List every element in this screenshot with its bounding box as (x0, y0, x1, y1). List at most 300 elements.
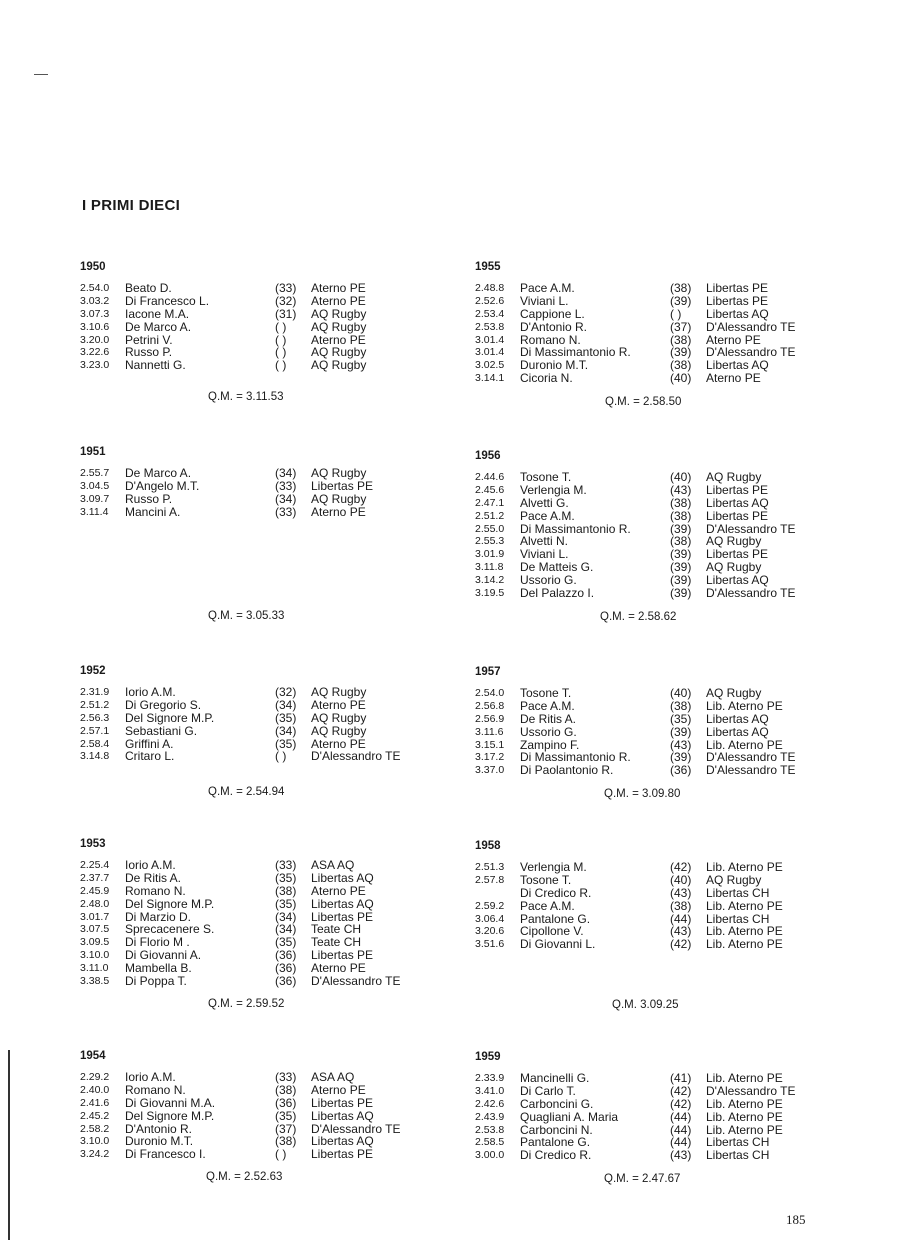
birth-year: (35) (275, 896, 297, 911)
result-time: 3.23.0 (80, 359, 110, 372)
average-line (604, 788, 680, 800)
result-row (475, 1096, 783, 1111)
team-name: Aterno PE (311, 961, 366, 976)
results-list (80, 281, 367, 373)
athlete-name: Iacone M.A. (125, 306, 190, 321)
results-list (80, 466, 374, 519)
athlete-name: Tosone T. (520, 470, 572, 484)
birth-year: (38) (670, 534, 692, 549)
result-row (80, 1108, 374, 1123)
birth-year: (41) (670, 1071, 692, 1085)
result-row (80, 1121, 401, 1136)
birth-year: ( ) (275, 319, 287, 334)
average-line (208, 391, 284, 403)
athlete-name: Iorio A.M. (125, 858, 176, 872)
team-name: Lib. Aterno PE (706, 860, 783, 874)
result-row (475, 358, 769, 373)
result-row (80, 306, 367, 321)
team-name: Libertas PE (311, 909, 374, 924)
results-list (80, 1070, 401, 1162)
athlete-name: Carboncini N. (520, 1122, 593, 1137)
athlete-name: Di Credico R. (520, 1148, 592, 1163)
result-time: 3.06.4 (475, 912, 505, 925)
team-name: D'Alessandro TE (706, 750, 796, 765)
results-list (80, 858, 401, 989)
result-row (475, 332, 761, 347)
birth-year: (39) (670, 547, 692, 562)
team-name: Lib. Aterno PE (706, 924, 783, 939)
average-value: 2.47.67 (642, 1173, 681, 1185)
team-name: Aterno PE (311, 736, 366, 751)
result-time: 3.10.6 (80, 320, 110, 333)
year-heading: 1950 (80, 261, 106, 273)
team-name: ASA AQ (311, 858, 355, 872)
result-row (475, 1148, 770, 1163)
average-value: 2.59.52 (246, 998, 285, 1010)
result-time: 3.03.2 (80, 294, 110, 307)
result-time: 2.51.2 (475, 509, 505, 522)
team-name: Libertas AQ (706, 573, 769, 588)
athlete-name: Di Massimantonio R. (520, 521, 631, 536)
athlete-name: Verlengia M. (520, 482, 587, 497)
birth-year: (44) (670, 1109, 692, 1124)
results-list (475, 1071, 796, 1163)
result-time: 2.56.8 (475, 699, 505, 712)
result-time: 3.51.6 (475, 938, 505, 951)
team-name: AQ Rugby (311, 491, 367, 506)
result-time: 2.44.6 (475, 471, 505, 483)
athlete-name: Di Massimantonio R. (520, 345, 631, 360)
average-value: 2.52.63 (244, 1171, 283, 1183)
birth-year: (34) (275, 723, 297, 738)
year-block (475, 1050, 796, 1163)
birth-year: (44) (670, 1135, 692, 1150)
team-name: Lib. Aterno PE (706, 1071, 783, 1085)
result-row (80, 319, 367, 334)
athlete-name: Pace A.M. (520, 281, 575, 295)
year-heading: 1951 (80, 446, 106, 458)
birth-year: (40) (670, 371, 692, 386)
result-time: 2.45.6 (475, 483, 505, 496)
result-time: 2.58.5 (475, 1136, 505, 1149)
athlete-name: Critaro L. (125, 749, 175, 764)
page-title: I PRIMI DIECI (82, 197, 181, 214)
result-time: 2.33.9 (475, 1072, 505, 1084)
athlete-name: Del Signore M.P. (125, 896, 215, 911)
team-name: Aterno PE (311, 697, 366, 712)
year-heading: 1955 (475, 261, 501, 273)
team-name: D'Alessandro TE (706, 1083, 796, 1098)
result-time: 3.01.7 (80, 910, 110, 923)
result-time: 2.57.1 (80, 724, 110, 737)
result-row (475, 534, 762, 549)
birth-year: (43) (670, 482, 692, 497)
result-row (80, 1070, 355, 1084)
year-heading: 1954 (80, 1050, 106, 1062)
team-name: D'Alessandro TE (706, 521, 796, 536)
result-row (80, 736, 366, 751)
birth-year: (38) (670, 281, 692, 295)
average-label: Q.M. = (600, 611, 635, 623)
result-time: 3.37.0 (475, 764, 505, 777)
team-name: Teate CH (311, 922, 362, 937)
result-time: 2.42.6 (475, 1097, 505, 1110)
year-block (80, 664, 401, 764)
team-name: Libertas AQ (706, 495, 769, 510)
athlete-name: Romano N. (125, 883, 186, 898)
birth-year: (33) (275, 478, 297, 493)
result-row (475, 319, 796, 334)
birth-year: (42) (670, 1096, 692, 1111)
team-name: Libertas AQ (311, 1134, 374, 1149)
result-time: 2.56.3 (80, 711, 110, 724)
result-row (80, 1082, 366, 1097)
result-row (80, 961, 366, 976)
athlete-name: Iorio A.M. (125, 1070, 176, 1084)
team-name: D'Alessandro TE (706, 763, 796, 778)
year-heading: 1959 (475, 1051, 501, 1063)
average-line (604, 1173, 680, 1185)
team-name: Libertas PE (311, 948, 374, 963)
team-name: D'Alessandro TE (311, 1121, 401, 1136)
birth-year: (39) (670, 573, 692, 588)
result-row (475, 711, 769, 726)
result-row (475, 470, 762, 484)
athlete-name: Viviani L. (520, 547, 569, 562)
team-name: D'Alessandro TE (706, 319, 796, 334)
result-row (80, 685, 367, 699)
result-row (475, 508, 769, 523)
result-row (80, 504, 366, 519)
athlete-name: Pace A.M. (520, 508, 575, 523)
birth-year: (33) (275, 858, 297, 872)
year-heading: 1956 (475, 450, 501, 462)
result-time: 2.41.6 (80, 1096, 110, 1109)
birth-year: (33) (275, 281, 297, 295)
result-row (475, 306, 769, 321)
result-time: 2.56.9 (475, 712, 505, 725)
result-row (475, 560, 762, 575)
athlete-name: Romano N. (520, 332, 581, 347)
athlete-name: Di Francesco I. (125, 1147, 206, 1162)
team-name: Aterno PE (311, 293, 366, 308)
birth-year: (35) (670, 711, 692, 726)
result-time: 2.55.7 (80, 467, 110, 479)
birth-year: (43) (670, 885, 692, 900)
result-time: 2.55.3 (475, 535, 505, 548)
athlete-name: De Matteis G. (520, 560, 594, 575)
athlete-name: De Marco A. (125, 466, 192, 480)
birth-year: (38) (670, 358, 692, 373)
result-time: 3.38.5 (80, 975, 110, 988)
athlete-name: Mancini A. (125, 504, 181, 519)
athlete-name: D'Antonio R. (125, 1121, 192, 1136)
team-name: AQ Rugby (311, 723, 367, 738)
birth-year: (31) (275, 306, 297, 321)
team-name: Aterno PE (706, 371, 761, 386)
team-name: Libertas PE (706, 293, 769, 308)
result-row (475, 898, 783, 913)
results-list (475, 470, 796, 601)
result-time: 3.01.4 (475, 333, 505, 346)
result-row (80, 1134, 374, 1149)
result-time: 3.00.0 (475, 1149, 505, 1162)
team-name: Aterno PE (311, 332, 366, 347)
team-name: Libertas PE (706, 508, 769, 523)
result-row (475, 924, 783, 939)
result-row (80, 870, 374, 885)
birth-year: (43) (670, 737, 692, 752)
team-name: Libertas AQ (706, 358, 769, 373)
team-name: Libertas CH (706, 885, 770, 900)
result-time: 2.25.4 (80, 859, 110, 871)
birth-year: (42) (670, 860, 692, 874)
team-name: ASA AQ (311, 1070, 355, 1084)
birth-year: (40) (670, 872, 692, 887)
result-row (475, 573, 769, 588)
team-name: Lib. Aterno PE (706, 737, 783, 752)
result-row (80, 948, 374, 963)
year-heading: 1958 (475, 840, 501, 852)
team-name: Lib. Aterno PE (706, 698, 783, 713)
result-time: 2.51.3 (475, 861, 505, 873)
team-name: AQ Rugby (706, 470, 762, 484)
result-time: 2.43.9 (475, 1110, 505, 1123)
result-time: 2.45.2 (80, 1109, 110, 1122)
birth-year: (38) (275, 883, 297, 898)
result-time: 2.53.8 (475, 320, 505, 333)
result-row (80, 883, 366, 898)
athlete-name: Del Signore M.P. (125, 710, 215, 725)
year-block (80, 837, 401, 989)
team-name: AQ Rugby (311, 319, 367, 334)
year-block (475, 665, 796, 778)
average-value: 3.09.25 (640, 999, 679, 1011)
team-name: Libertas AQ (311, 896, 374, 911)
year-heading: 1957 (475, 666, 501, 678)
result-row (475, 586, 796, 601)
birth-year: (34) (275, 466, 297, 480)
result-row (80, 909, 374, 924)
athlete-name: Beato D. (125, 281, 172, 295)
birth-year: (44) (670, 1122, 692, 1137)
result-time: 2.31.9 (80, 686, 110, 698)
result-row (475, 724, 769, 739)
athlete-name: De Marco A. (125, 319, 192, 334)
athlete-name: Mambella B. (125, 961, 192, 976)
birth-year: (38) (275, 1082, 297, 1097)
athlete-name: Di Giovanni L. (520, 937, 596, 952)
result-row (80, 345, 367, 360)
team-name: AQ Rugby (311, 685, 367, 699)
result-row (475, 860, 783, 874)
athlete-name: Nannetti G. (125, 358, 186, 373)
athlete-name: Di Credico R. (520, 885, 592, 900)
birth-year: (34) (275, 909, 297, 924)
birth-year: (42) (670, 937, 692, 952)
team-name: Libertas PE (311, 1147, 374, 1162)
result-time: 2.29.2 (80, 1071, 110, 1083)
result-row (475, 763, 796, 778)
result-time: 2.48.0 (80, 897, 110, 910)
result-row (475, 1109, 783, 1124)
average-label: Q.M. = (605, 396, 640, 408)
team-name: Libertas PE (706, 482, 769, 497)
result-time: 3.09.7 (80, 492, 110, 505)
team-name: Aterno PE (311, 883, 366, 898)
athlete-name: D'Angelo M.T. (125, 478, 200, 493)
team-name: Lib. Aterno PE (706, 1109, 783, 1124)
birth-year: (36) (275, 948, 297, 963)
team-name: AQ Rugby (706, 534, 762, 549)
team-name: D'Alessandro TE (311, 974, 401, 989)
average-value: 2.58.50 (643, 396, 682, 408)
results-list (475, 281, 796, 386)
result-row (80, 466, 367, 480)
birth-year: (36) (275, 1095, 297, 1110)
birth-year: (39) (670, 345, 692, 360)
athlete-name: Cicoria N. (520, 371, 573, 386)
birth-year: (39) (670, 586, 692, 601)
result-row (475, 750, 796, 765)
average-label: Q.M. = (604, 1173, 639, 1185)
birth-year: (36) (275, 974, 297, 989)
result-row (475, 345, 796, 360)
athlete-name: Pace A.M. (520, 898, 575, 913)
athlete-name: Sprecacenere S. (125, 922, 215, 937)
birth-year: (39) (670, 560, 692, 575)
birth-year: (38) (670, 698, 692, 713)
result-row (475, 737, 783, 752)
result-row (80, 1147, 374, 1162)
team-name: Aterno PE (311, 504, 366, 519)
result-row (80, 896, 374, 911)
result-time: 3.09.5 (80, 936, 110, 949)
year-heading: 1953 (80, 838, 106, 850)
result-time: 2.55.0 (475, 522, 505, 535)
athlete-name: Di Massimantonio R. (520, 750, 631, 765)
team-name: Libertas CH (706, 911, 770, 926)
athlete-name: Pantalone G. (520, 911, 591, 926)
result-row (475, 293, 769, 308)
average-line (208, 998, 284, 1010)
birth-year: (39) (670, 521, 692, 536)
team-name: AQ Rugby (706, 560, 762, 575)
athlete-name: Di Poppa T. (125, 974, 187, 989)
athlete-name: Pantalone G. (520, 1135, 591, 1150)
athlete-name: Alvetti N. (520, 534, 569, 549)
athlete-name: Cappione L. (520, 306, 585, 321)
result-row (475, 371, 761, 386)
athlete-name: Verlengia M. (520, 860, 587, 874)
team-name: Libertas CH (706, 1135, 770, 1150)
birth-year: ( ) (275, 1147, 287, 1162)
athlete-name: Cipollone V. (520, 924, 584, 939)
team-name: Aterno PE (311, 1082, 366, 1097)
athlete-name: Duronio M.T. (125, 1134, 194, 1149)
result-row (475, 521, 796, 536)
result-time: 3.15.1 (475, 738, 505, 751)
year-block (475, 260, 796, 386)
athlete-name: Del Palazzo I. (520, 586, 595, 601)
birth-year: (35) (275, 710, 297, 725)
result-row (80, 710, 367, 725)
binding-edge (8, 1050, 10, 1240)
result-row (475, 1083, 796, 1098)
result-time: 3.20.6 (475, 925, 505, 938)
birth-year: (37) (275, 1121, 297, 1136)
result-time: 2.58.2 (80, 1122, 110, 1135)
athlete-name: Mancinelli G. (520, 1071, 590, 1085)
result-row (475, 547, 769, 562)
birth-year: (32) (275, 685, 297, 699)
team-name: Lib. Aterno PE (706, 1122, 783, 1137)
athlete-name: D'Antonio R. (520, 319, 587, 334)
average-line (208, 786, 284, 798)
athlete-name: De Ritis A. (520, 711, 577, 726)
average-value: 2.58.62 (638, 611, 677, 623)
team-name: AQ Rugby (311, 466, 367, 480)
result-row (475, 495, 769, 510)
team-name: Lib. Aterno PE (706, 1096, 783, 1111)
team-name: AQ Rugby (311, 710, 367, 725)
results-list (475, 686, 796, 778)
team-name: Libertas AQ (311, 870, 374, 885)
team-name: D'Alessandro TE (706, 345, 796, 360)
athlete-name: Di Gregorio S. (125, 697, 202, 712)
team-name: Libertas PE (706, 281, 769, 295)
average-line (605, 396, 681, 408)
team-name: Aterno PE (311, 281, 366, 295)
result-time: 3.01.9 (475, 548, 505, 561)
result-row (80, 478, 374, 493)
athlete-name: Di Francesco L. (125, 293, 210, 308)
result-row (80, 935, 362, 950)
result-row (475, 885, 770, 900)
result-time: 3.11.8 (475, 561, 504, 574)
team-name: Libertas PE (311, 478, 374, 493)
team-name: Libertas AQ (706, 711, 769, 726)
athlete-name: Di Giovanni A. (125, 948, 202, 963)
result-time: 3.02.5 (475, 359, 505, 372)
result-time: 3.01.4 (475, 346, 505, 359)
average-label: Q.M. = (604, 788, 639, 800)
result-row (475, 686, 762, 700)
birth-year: (35) (275, 935, 297, 950)
result-time: 3.10.0 (80, 1135, 110, 1148)
birth-year: (43) (670, 924, 692, 939)
result-row (475, 1135, 770, 1150)
year-block (475, 839, 783, 952)
result-row (475, 937, 783, 952)
birth-year: ( ) (275, 332, 287, 347)
team-name: Libertas AQ (311, 1108, 374, 1123)
result-row (80, 922, 362, 937)
athlete-name: Viviani L. (520, 293, 569, 308)
result-row (80, 1095, 374, 1110)
result-time: 3.11.6 (475, 725, 504, 738)
year-block (80, 260, 367, 373)
birth-year: (35) (275, 736, 297, 751)
athlete-name: Alvetti G. (520, 495, 569, 510)
birth-year: (38) (670, 495, 692, 510)
athlete-name: Del Signore M.P. (125, 1108, 215, 1123)
team-name: AQ Rugby (706, 872, 762, 887)
average-line (600, 611, 676, 623)
athlete-name: Pace A.M. (520, 698, 575, 713)
result-time: 2.59.2 (475, 899, 505, 912)
average-label: Q.M. = (208, 610, 243, 622)
